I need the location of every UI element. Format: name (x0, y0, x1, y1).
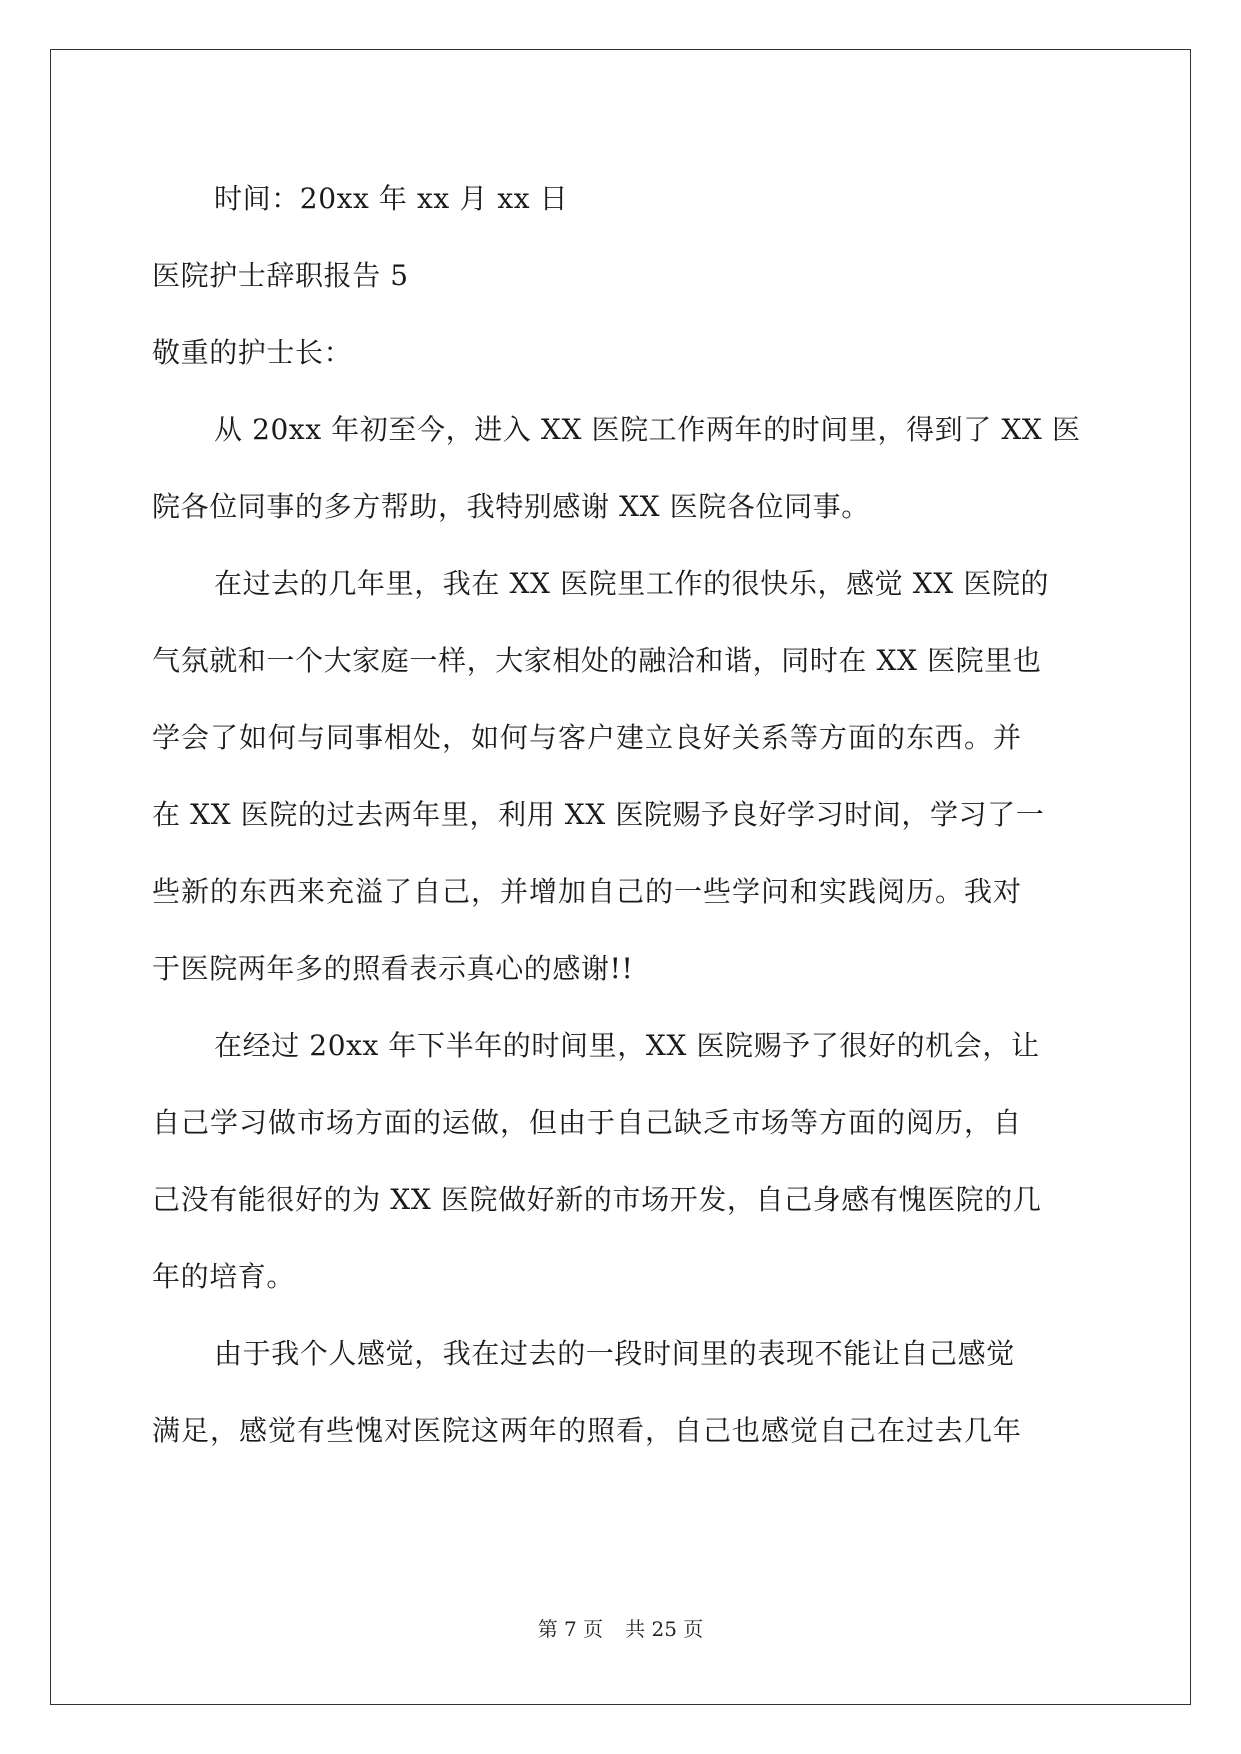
paragraph-line: 己没有能很好的为 XX 医院做好新的市场开发，自己身感有愧医院的几 (152, 1183, 1042, 1216)
document-body (152, 160, 1088, 1469)
paragraph-line: 自己学习做市场方面的运做，但由于自己缺乏市场等方面的阅历，自 (152, 1106, 1023, 1139)
paragraph-line: 在 XX 医院的过去两年里，利用 XX 医院赐予良好学习时间，学习了一 (152, 798, 1045, 831)
paragraph-line: 在经过 20xx 年下半年的时间里，XX 医院赐予了很好的机会，让 (214, 1029, 1040, 1062)
page-total: 共 25 页 (625, 1617, 704, 1641)
paragraph-line: 年的培育。 (152, 1260, 296, 1293)
paragraph-line: 学会了如何与同事相处，如何与客户建立良好关系等方面的东西。并 (152, 721, 1023, 754)
date-line: 时间：20xx 年 xx 月 xx 日 (214, 182, 569, 215)
salutation: 敬重的护士长： (152, 336, 353, 369)
paragraph-line: 满足，感觉有些愧对医院这两年的照看，自己也感觉自己在过去几年 (152, 1414, 1023, 1447)
paragraph-line: 于医院两年多的照看表示真心的感谢!! (152, 952, 634, 985)
paragraph-line: 些新的东西来充溢了自己，并增加自己的一些学问和实践阅历。我对 (152, 875, 1023, 908)
paragraph-line: 由于我个人感觉，我在过去的一段时间里的表现不能让自己感觉 (214, 1337, 1015, 1370)
paragraph-line: 气氛就和一个大家庭一样，大家相处的融洽和谐，同时在 XX 医院里也 (152, 644, 1042, 677)
paragraph-line: 从 20xx 年初至今，进入 XX 医院工作两年的时间里，得到了 XX 医 (214, 413, 1081, 446)
page-footer (0, 1617, 1241, 1641)
paragraph-line: 院各位同事的多方帮助，我特别感谢 XX 医院各位同事。 (152, 490, 870, 523)
report-title: 医院护士辞职报告 5 (152, 259, 409, 292)
page-number: 第 7 页 (537, 1617, 604, 1641)
paragraph-line: 在过去的几年里，我在 XX 医院里工作的很快乐，感觉 XX 医院的 (214, 567, 1050, 600)
